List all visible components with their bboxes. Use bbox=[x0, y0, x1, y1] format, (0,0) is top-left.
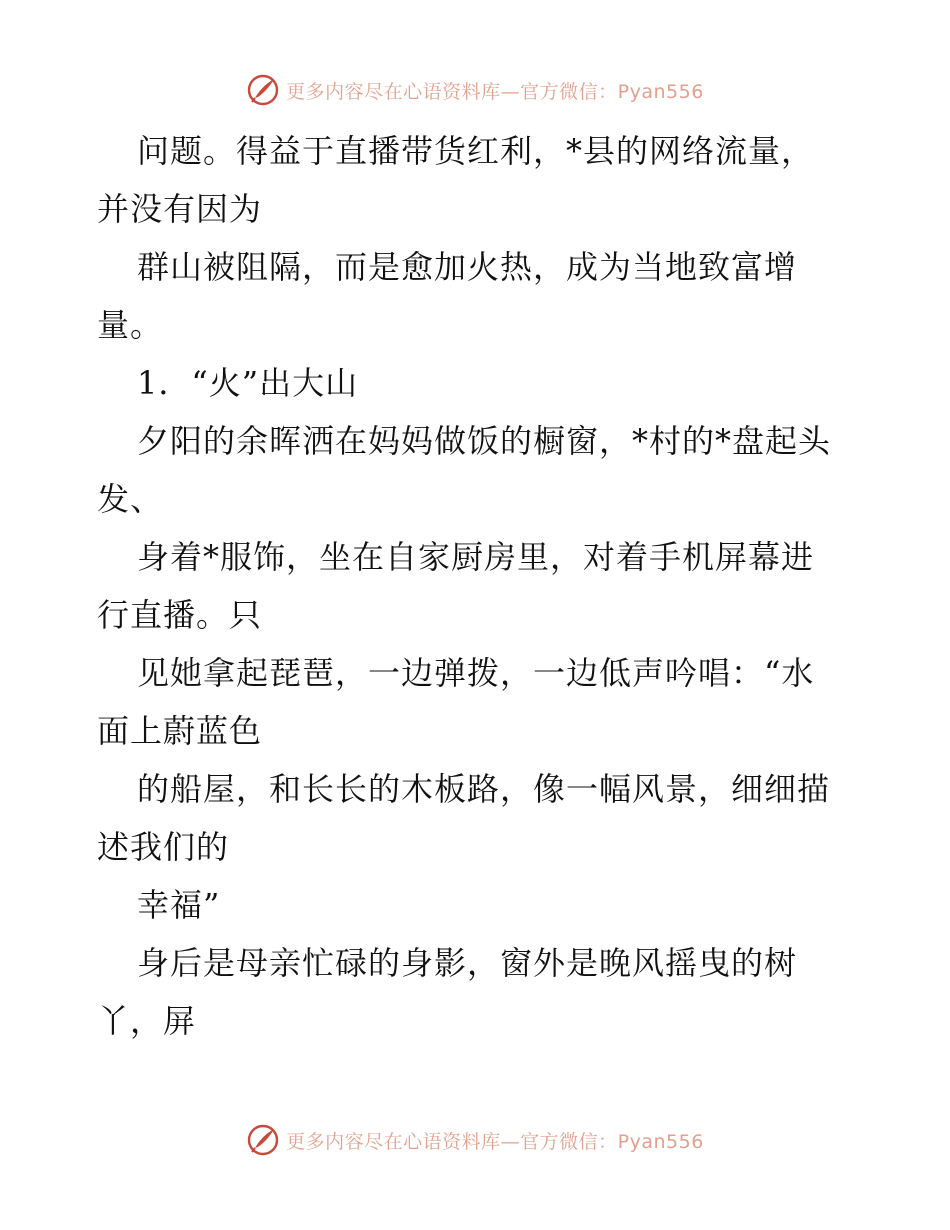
text-line: 并没有因为 bbox=[97, 190, 263, 228]
watermark-text: 更多内容尽在心语资料库—官方微信： bbox=[286, 80, 618, 103]
footer-watermark bbox=[0, 1120, 950, 1160]
text-line: 群山被阻隔，而是愈加火热，成为当地致富增 bbox=[137, 248, 798, 286]
text-line: 面上蔚蓝色 bbox=[97, 712, 263, 750]
feather-pen-logo-icon bbox=[246, 1123, 280, 1157]
text-line: 幸福” bbox=[137, 886, 221, 924]
header-watermark bbox=[0, 70, 950, 110]
text-line: 身着*服饰，坐在自家厨房里，对着手机屏幕进 bbox=[137, 538, 815, 576]
text-line: 述我们的 bbox=[97, 828, 230, 866]
text-line: 身后是母亲忙碌的身影，窗外是晚风摇曳的树 bbox=[137, 944, 798, 982]
watermark-id: Pyan556 bbox=[617, 80, 704, 103]
watermark-text: 更多内容尽在心语资料库—官方微信： bbox=[286, 1130, 618, 1153]
section-heading: 1．“火”出大山 bbox=[137, 364, 359, 402]
text-line: 量。 bbox=[97, 306, 164, 344]
text-line: 丫，屏 bbox=[97, 1002, 197, 1040]
text-line: 见她拿起琵琶，一边弹拨，一边低声吟唱：“水 bbox=[137, 654, 815, 692]
text-line: 问题。得益于直播带货红利，*县的网络流量， bbox=[137, 132, 815, 170]
watermark-id: Pyan556 bbox=[617, 1130, 704, 1153]
text-line: 的船屋，和长长的木板路，像一幅风景，细细描 bbox=[137, 770, 831, 808]
text-line: 发、 bbox=[97, 480, 164, 518]
document-body bbox=[97, 122, 877, 1050]
text-line: 夕阳的余晖洒在妈妈做饭的橱窗，*村的*盘起头 bbox=[137, 422, 832, 460]
feather-pen-logo-icon bbox=[246, 73, 280, 107]
text-line: 行直播。只 bbox=[97, 596, 263, 634]
